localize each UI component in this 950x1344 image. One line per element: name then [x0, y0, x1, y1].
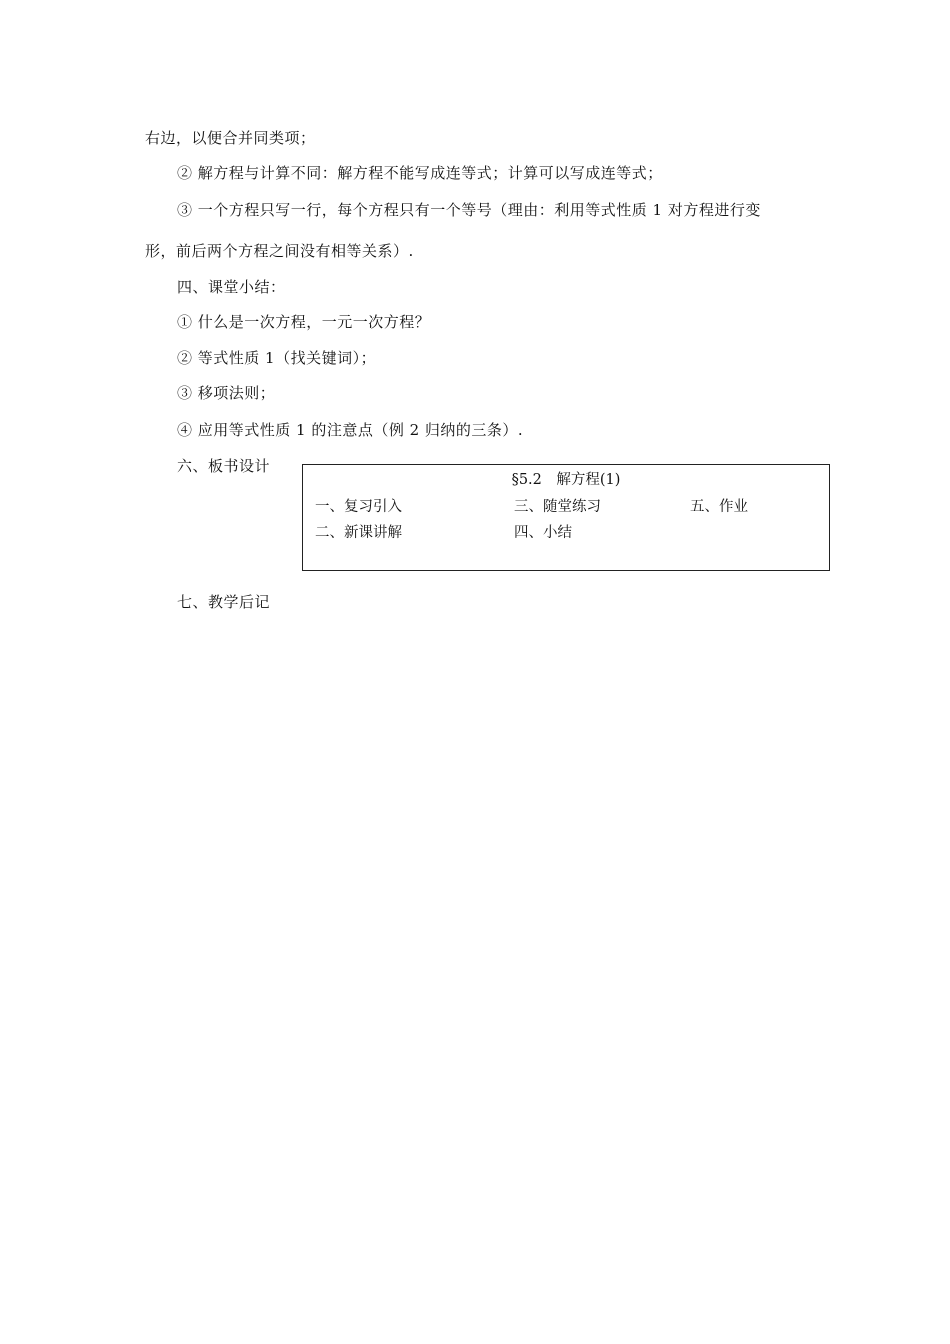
text-line: ① 什么是一次方程，一元一次方程？	[177, 313, 431, 331]
text-line: ② 解方程与计算不同：解方程不能写成连等式；计算可以写成连等式；	[177, 164, 663, 182]
text-line: ④ 应用等式性质 1 的注意点（例 2 归纳的三条）.	[177, 421, 524, 439]
section-heading: 四、课堂小结：	[177, 278, 286, 296]
text-line: 右边，以便合并同类项；	[145, 129, 316, 147]
board-item: 三、随堂练习	[514, 499, 601, 515]
board-item: 一、复习引入	[315, 499, 402, 515]
blackboard-design-box	[302, 464, 830, 571]
text-line: ② 等式性质 1（找关键词）；	[177, 349, 377, 367]
board-item: 五、作业	[690, 499, 748, 515]
text-line: ③ 移项法则；	[177, 384, 276, 402]
section-heading: 六、板书设计	[177, 457, 271, 475]
board-item: 二、新课讲解	[315, 525, 402, 541]
text-line: ③ 一个方程只写一行，每个方程只有一个等号（理由：利用等式性质 1 对方程进行变	[177, 201, 761, 219]
text-line: 形，前后两个方程之间没有相等关系）.	[145, 242, 414, 260]
section-heading: 七、教学后记	[177, 593, 271, 611]
board-item: 四、小结	[514, 525, 572, 541]
board-title: §5.2 解方程(1)	[511, 472, 621, 488]
